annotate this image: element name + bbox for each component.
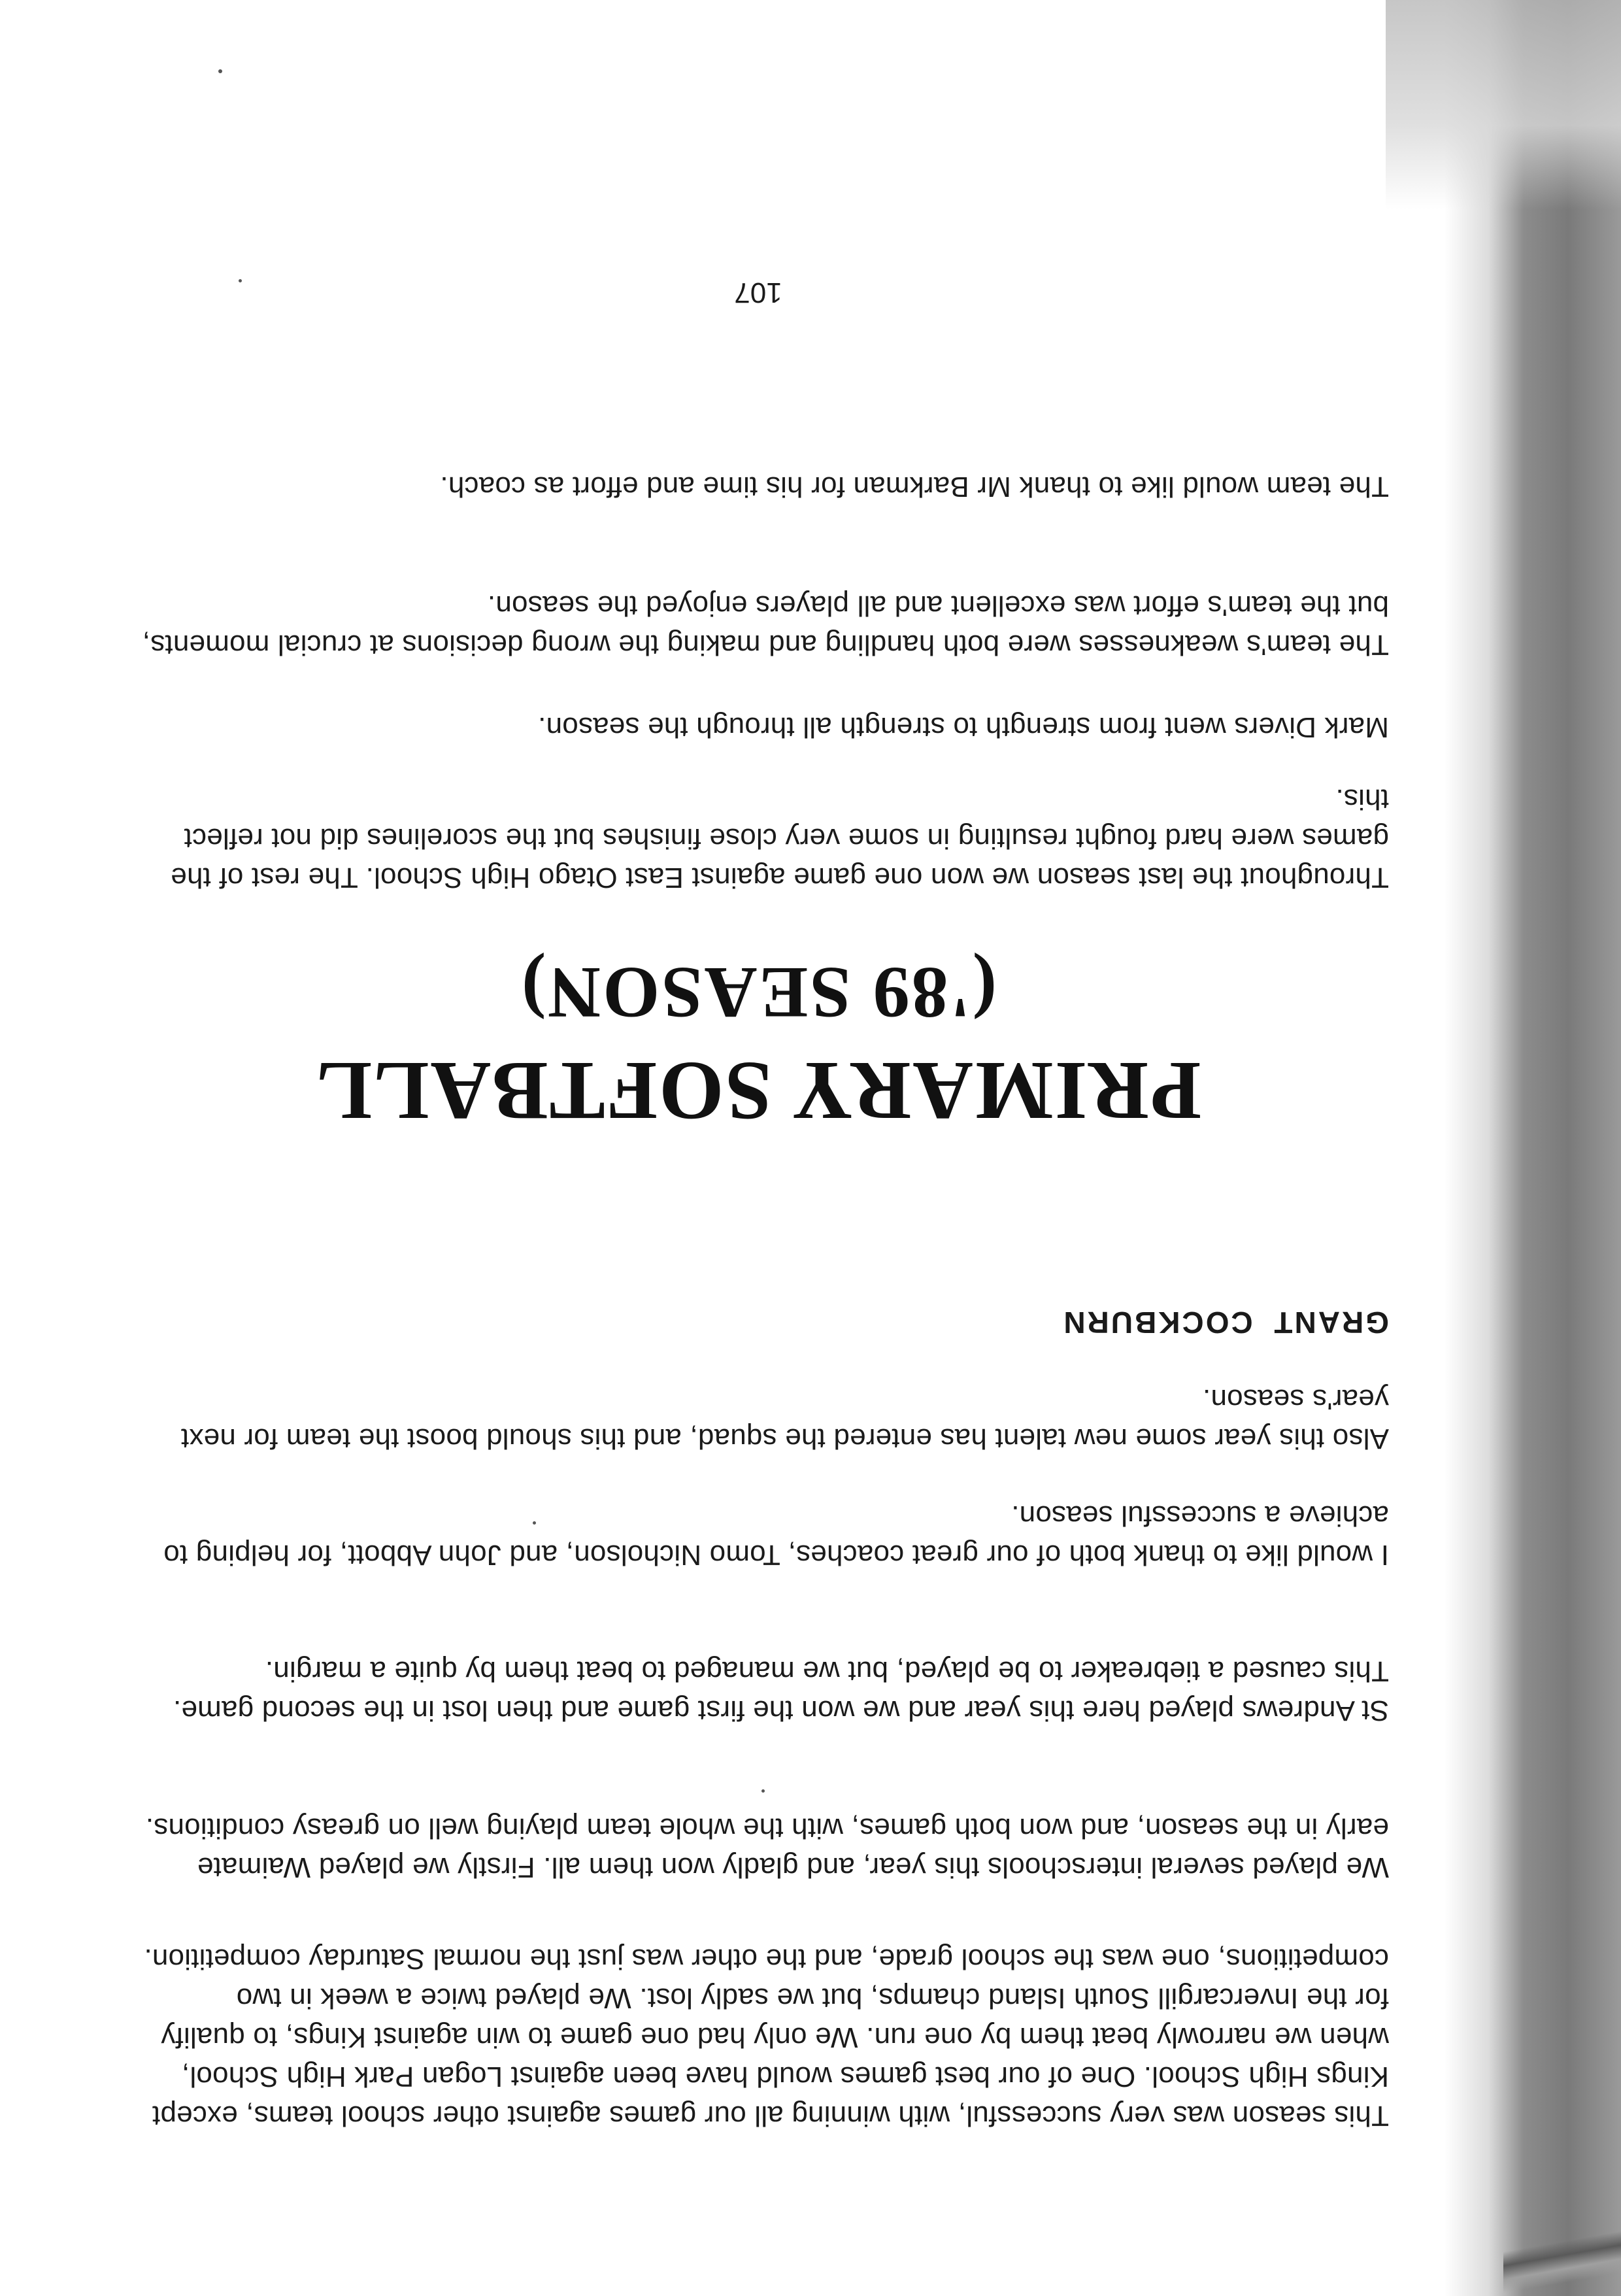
article-subtitle: ('89 SEASON) [520, 952, 997, 1033]
paragraph-new-talent: Also this year some new talent has entered the squad, and this should boost the team for next year's season. [180, 1383, 1389, 1455]
paragraph-st-andrews: St Andrews played here this year and we won the first game and then lost in the second game. This caused a tiebreaker to be played, but we managed to beat them by quite a margin. [173, 1655, 1389, 1727]
paragraph-interschools: We played several interschools this year, and gladly won them all. Firstly we played Waimate early in the season, and won both games, with the whole team playing well on greasy conditions. [145, 1812, 1389, 1883]
paragraph-mark-divers: Mark Divers went from strength to strength all through the season. [537, 711, 1389, 743]
article-title: PRIMARY SOFTBALL [314, 1045, 1202, 1138]
page-number: 107 [734, 277, 782, 309]
paragraph-thanks-coach: The team would like to thank Mr Barkman for his time and effort as coach. [440, 471, 1389, 503]
paragraph-thanks-coaches: I would like to thank both of our great coaches, Tomo Nicholson, and John Abbott, for helping to achieve a successful season. [163, 1500, 1389, 1571]
scan-speck [761, 1789, 765, 1793]
author-byline: GRANT COCKBURN [1061, 1306, 1389, 1340]
scan-speck [218, 69, 222, 73]
paragraph-weaknesses: The team's weaknesses were both handling and making the wrong decisions at crucial moments, but the team's effort was excellent and all players enjoyed the season. [142, 590, 1389, 661]
paragraph-season-summary: This season was very successful, with winning all our games against other school teams, except Kings High School. One of our best games would have been against Logan Park High School, when we narrowly beat them by one run. We only had one game to win against Kings, to qualify for the Invercargill South Island champs, but we sadly lost. We played twice a week in two competitions, one was the school grade, and the other was just the normal Saturday competition. [144, 1943, 1389, 2132]
scan-speck [533, 1521, 536, 1525]
paragraph-last-season: Throughout the last season we won one game against East Otago High School. The rest of the games were hard fought resulting in some very close finishes but the scorelines did not reflect this. [171, 783, 1389, 894]
scan-speck [239, 279, 242, 282]
